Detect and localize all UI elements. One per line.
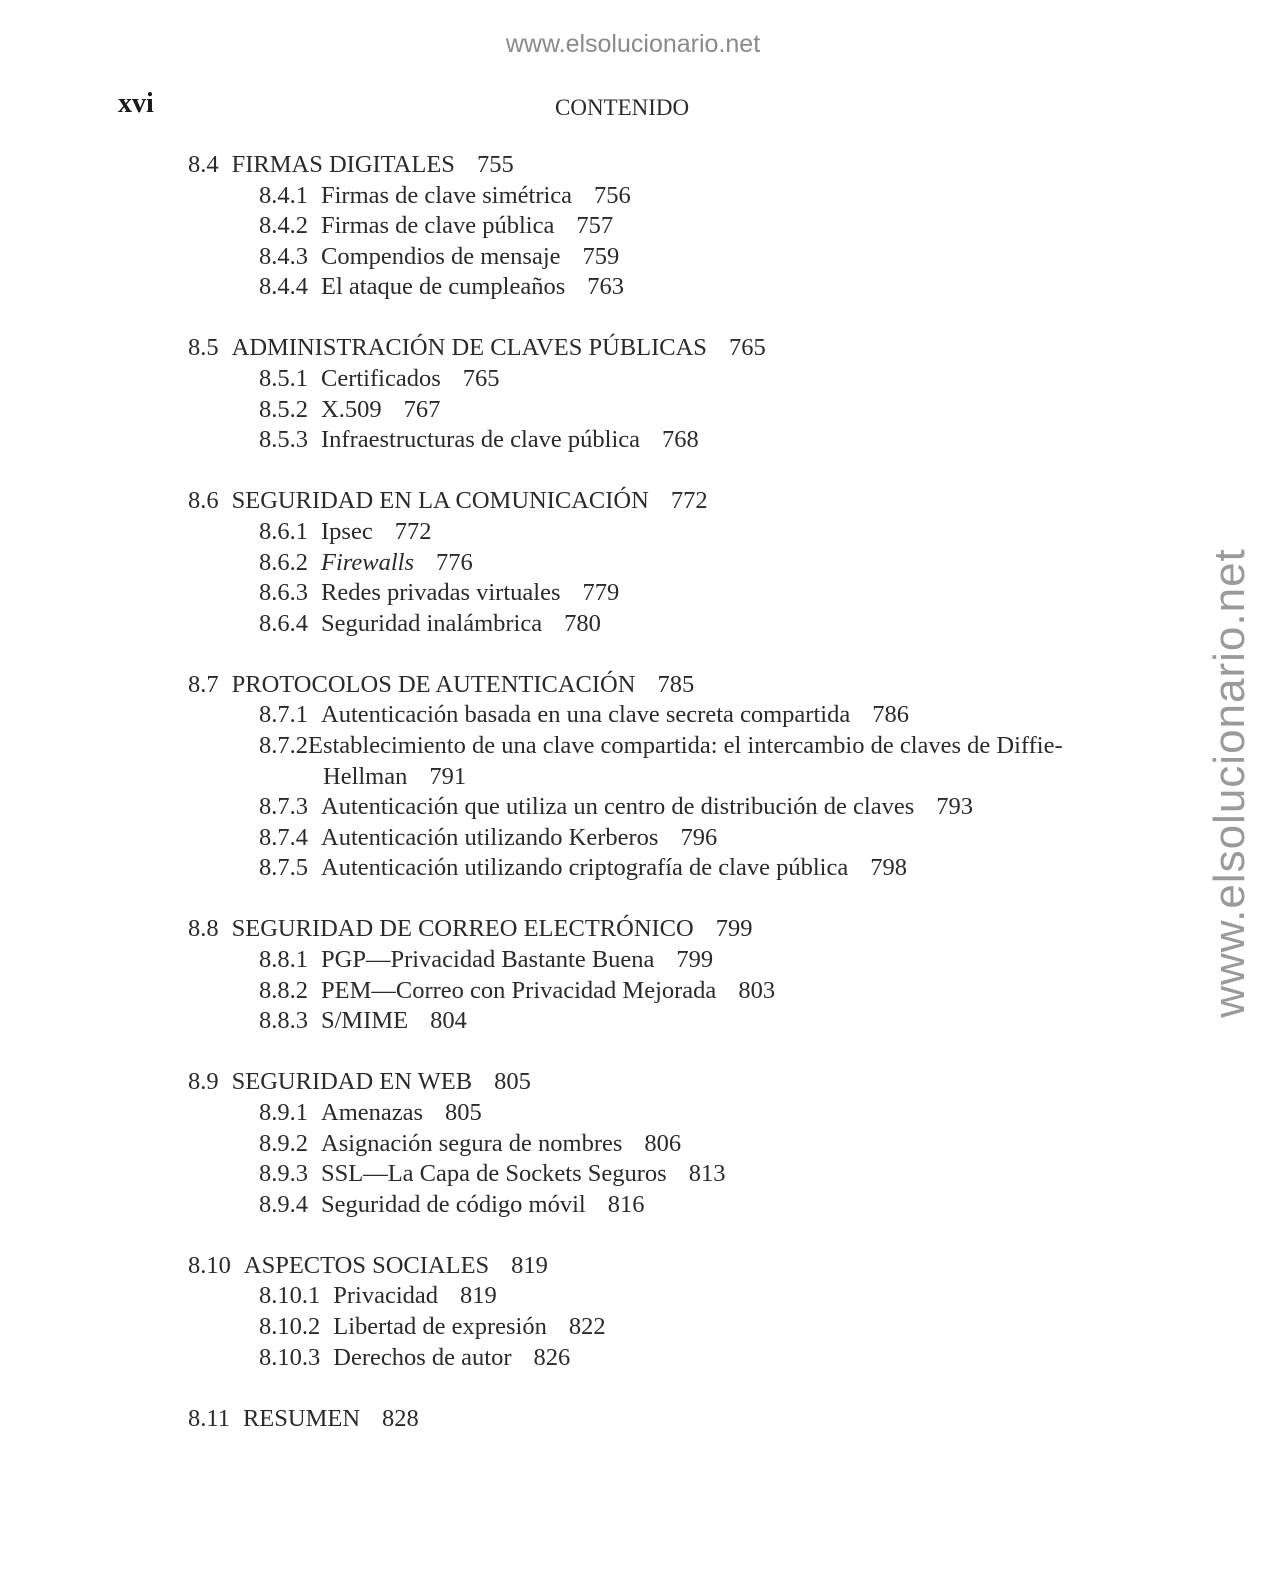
page-ref: 772: [394, 517, 432, 545]
toc-entry: [188, 181, 1088, 212]
section-title: FIRMAS DIGITALES: [231, 151, 455, 178]
entry-title: Compendios de mensaje: [321, 242, 561, 270]
running-title: CONTENIDO: [555, 95, 690, 120]
toc-entry: [188, 211, 1088, 242]
entry-title: Establecimiento de una clave compartida: el intercambio de claves de Diffie-Hellman: [308, 732, 1063, 790]
toc-section-8-10: [188, 1251, 1088, 1373]
toc-entry: [188, 976, 1088, 1007]
page-ref: 780: [564, 609, 601, 637]
section-title: SEGURIDAD DE CORREO ELECTRÓNICO: [231, 915, 694, 943]
entry-number: 8.4.4: [259, 273, 308, 301]
entry-number: 8.10.3: [259, 1343, 321, 1371]
entry-title: Autenticación utilizando criptografía de clave pública: [321, 854, 849, 882]
entry-number: 8.7.4: [259, 823, 308, 851]
page-ref: 793: [936, 793, 973, 821]
page-ref: 767: [403, 395, 441, 423]
toc-section-8-6: [188, 486, 1088, 639]
toc-entry: [188, 517, 1088, 548]
toc-entry: [188, 1006, 1088, 1037]
toc-entry: [188, 945, 1088, 976]
entry-title: S/MIME: [321, 1007, 409, 1035]
page-ref: 826: [533, 1343, 571, 1371]
section-number: 8.4: [188, 151, 219, 178]
page-ref: 757: [576, 212, 614, 240]
page-ref: 755: [476, 151, 514, 178]
entry-number: 8.9.1: [259, 1098, 308, 1126]
section-number: 8.6: [188, 487, 219, 515]
toc-section-8-7: [188, 670, 1088, 884]
page-ref: 813: [688, 1160, 726, 1188]
toc-entry: [188, 1190, 1088, 1221]
entry-number: 8.8.1: [259, 946, 308, 974]
watermark-side: www.elsolucionario.net: [1205, 548, 1254, 1018]
entry-title: Firmas de clave simétrica: [321, 181, 573, 209]
entry-number: 8.9.2: [259, 1129, 308, 1157]
page-ref: 805: [494, 1068, 531, 1096]
toc-entry: [188, 609, 1088, 640]
toc-section-8-9: [188, 1067, 1088, 1220]
toc-section-8-5: [188, 333, 1088, 455]
page-ref: 806: [644, 1129, 682, 1157]
page-ref: 779: [582, 579, 620, 607]
page-ref: 816: [607, 1190, 645, 1218]
entry-title: Firewalls: [321, 548, 415, 576]
toc-section-heading: [188, 1251, 1088, 1282]
page-ref: 799: [676, 946, 714, 974]
entry-title: Seguridad de código móvil: [321, 1190, 586, 1218]
page-ref: 765: [728, 334, 766, 362]
entry-title: Certificados: [321, 365, 441, 393]
toc-section-heading: [188, 670, 1088, 701]
section-title: SEGURIDAD EN LA COMUNICACIÓN: [231, 487, 649, 515]
section-title: SEGURIDAD EN WEB: [231, 1068, 473, 1096]
toc-section-8-4: [188, 150, 1088, 303]
page-ref: 819: [460, 1282, 497, 1310]
entry-title: SSL—La Capa de Sockets Seguros: [321, 1160, 667, 1188]
toc-entry: [188, 823, 1088, 854]
toc-entry: [188, 1281, 1088, 1312]
entry-number: 8.7.3: [259, 793, 308, 821]
section-number: 8.9: [188, 1068, 219, 1096]
page-ref: 804: [430, 1007, 467, 1035]
toc-section-heading: [188, 150, 1088, 181]
page-ref: 805: [445, 1098, 482, 1126]
entry-title: Seguridad inalámbrica: [321, 609, 543, 637]
table-of-contents: [188, 150, 1088, 1465]
entry-title: Ipsec: [321, 517, 373, 545]
toc-entry: [188, 395, 1088, 426]
toc-entry: [188, 548, 1088, 579]
entry-number: 8.8.2: [259, 976, 308, 1004]
entry-number: 8.6.4: [259, 609, 308, 637]
entry-title: Libertad de expresión: [333, 1313, 547, 1340]
page-ref: 763: [587, 273, 624, 301]
toc-section-heading: [188, 1067, 1088, 1098]
section-title: RESUMEN: [242, 1404, 361, 1432]
entry-title: Infraestructuras de clave pública: [321, 426, 641, 454]
toc-entry: [188, 272, 1088, 303]
page-ref: 785: [657, 670, 695, 698]
section-title: PROTOCOLOS DE AUTENTICACIÓN: [231, 670, 636, 698]
entry-number: 8.10.1: [259, 1282, 321, 1310]
toc-section-heading: [188, 914, 1088, 945]
section-number: 8.8: [188, 915, 219, 943]
entry-title: X.509: [321, 395, 382, 423]
toc-section-8-8: [188, 914, 1088, 1036]
toc-entry: [188, 1312, 1088, 1343]
entry-title: Redes privadas virtuales: [321, 579, 561, 607]
entry-title: Autenticación utilizando Kerberos: [321, 823, 659, 851]
toc-entry: [188, 364, 1088, 395]
watermark-top: www.elsolucionario.net: [505, 30, 761, 58]
entry-title: Autenticación basada en una clave secreta compartida: [321, 701, 851, 729]
toc-entry: [188, 792, 1088, 823]
section-number: 8.10: [188, 1251, 231, 1279]
toc-entry: [188, 1098, 1088, 1129]
entry-number: 8.6.1: [259, 517, 308, 545]
entry-title: Firmas de clave pública: [321, 212, 555, 240]
entry-number: 8.7.5: [259, 854, 308, 882]
entry-title: El ataque de cumpleaños: [321, 273, 566, 301]
toc-entry: [188, 578, 1088, 609]
entry-number: 8.10.2: [259, 1313, 321, 1340]
page-ref: 822: [568, 1313, 606, 1340]
entry-number: 8.8.3: [259, 1007, 308, 1035]
entry-number: 8.9.3: [259, 1160, 308, 1188]
section-number: 8.5: [188, 334, 219, 362]
toc-section-heading: [188, 1404, 1088, 1435]
toc-entry: [188, 1129, 1088, 1160]
page-ref: 786: [872, 701, 909, 729]
entry-number: 8.4.1: [259, 181, 308, 209]
page-ref: 803: [738, 976, 776, 1004]
toc-entry: [188, 242, 1088, 273]
entry-number: 8.5.2: [259, 395, 308, 423]
toc-section-heading: [188, 333, 1088, 364]
entry-title: PEM—Correo con Privacidad Mejorada: [321, 976, 717, 1004]
page-number: xvi: [118, 88, 154, 119]
section-title: ADMINISTRACIÓN DE CLAVES PÚBLICAS: [231, 334, 707, 362]
page-ref: 791: [429, 762, 467, 790]
page-ref: 776: [436, 548, 473, 576]
toc-section-heading: [188, 486, 1088, 517]
toc-entry: [188, 1159, 1088, 1190]
toc-entry: [188, 853, 1088, 884]
toc-entry: [188, 1343, 1088, 1374]
toc-entry: [188, 700, 1088, 731]
page-ref: 798: [870, 854, 907, 882]
entry-title: Privacidad: [333, 1282, 439, 1310]
page-ref: 828: [382, 1404, 419, 1432]
entry-title: PGP—Privacidad Bastante Buena: [321, 946, 655, 974]
page-ref: 759: [582, 242, 620, 270]
entry-title: Derechos de autor: [333, 1343, 512, 1371]
entry-number: 8.6.3: [259, 579, 308, 607]
page-ref: 765: [462, 365, 500, 393]
entry-number: 8.4.2: [259, 212, 308, 240]
section-number: 8.11: [188, 1404, 230, 1432]
entry-number: 8.5.3: [259, 426, 308, 454]
toc-entry: [188, 731, 1073, 792]
entry-number: 8.4.3: [259, 242, 308, 270]
entry-number: 8.9.4: [259, 1190, 308, 1218]
entry-title: Asignación segura de nombres: [321, 1129, 623, 1157]
page-ref: 796: [680, 823, 718, 851]
page-ref: 772: [670, 487, 708, 515]
toc-entry: [188, 425, 1088, 456]
page-ref: 756: [594, 181, 631, 209]
toc-section-8-11: [188, 1404, 1088, 1435]
entry-number: 8.6.2: [259, 548, 308, 576]
entry-number: 8.5.1: [259, 365, 308, 393]
section-number: 8.7: [188, 670, 219, 698]
entry-number: 8.7.2: [259, 732, 308, 759]
section-title: ASPECTOS SOCIALES: [243, 1251, 490, 1279]
page-ref: 768: [662, 426, 699, 454]
entry-title: Autenticación que utiliza un centro de distribución de claves: [321, 793, 915, 821]
entry-title: Amenazas: [321, 1098, 424, 1126]
page-ref: 819: [511, 1251, 548, 1279]
page-ref: 799: [715, 915, 753, 943]
entry-number: 8.7.1: [259, 701, 308, 729]
